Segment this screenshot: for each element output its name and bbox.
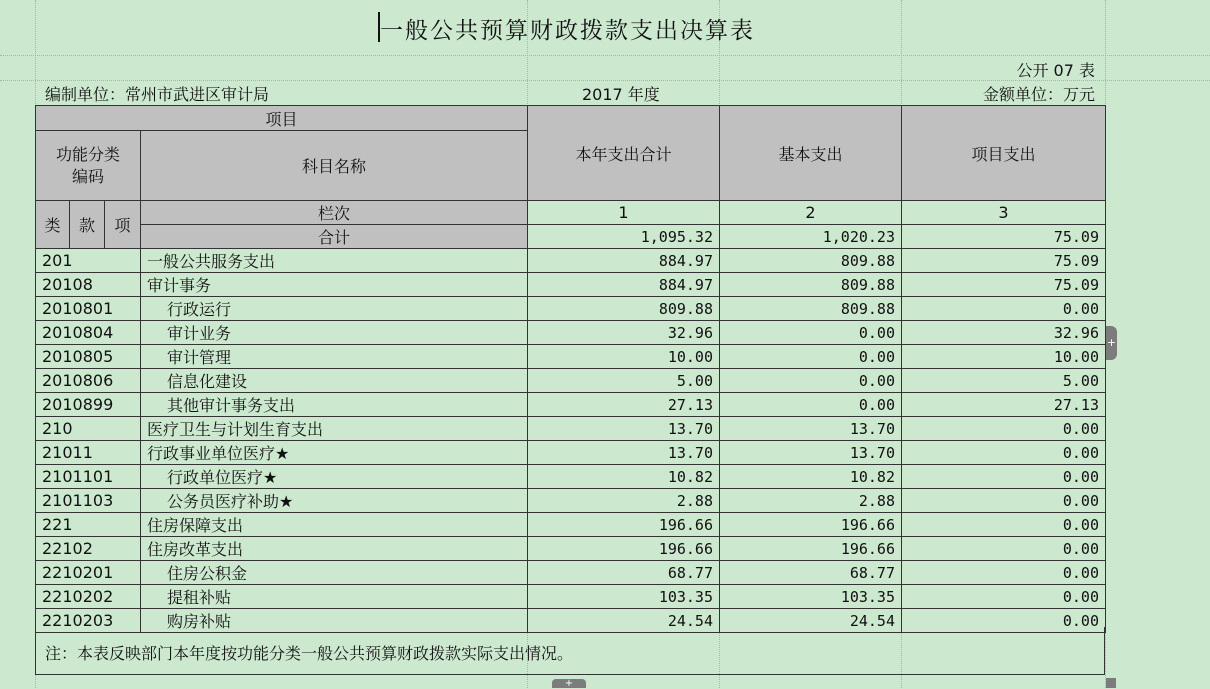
unit-organization: 编制单位：常州市武进区审计局 [45,85,270,104]
row-value-3: 27.13 [902,393,1106,417]
total-value-1: 1,095.32 [528,225,720,249]
money-unit: 金额单位：万元 [982,85,1095,104]
row-value-2: 2.88 [720,489,902,513]
row-name: 住房保障支出 [141,513,528,537]
row-name: 住房公积金 [141,561,528,585]
total-value-2: 1,020.23 [720,225,902,249]
row-value-3: 0.00 [902,489,1106,513]
resize-handle[interactable] [1106,678,1116,688]
table-row [36,561,1106,585]
row-name: 审计业务 [141,321,528,345]
expand-bottom-button[interactable]: + [552,679,586,688]
row-value-3: 0.00 [902,417,1106,441]
row-name: 提租补贴 [141,585,528,609]
fiscal-year: 2017 年度 [582,85,660,104]
row-value-1: 884.97 [528,273,720,297]
row-value-1: 24.54 [528,609,720,633]
total-value-3: 75.09 [902,225,1106,249]
row-value-3: 10.00 [902,345,1106,369]
row-value-3: 0.00 [902,609,1106,633]
row-name: 行政运行 [141,297,528,321]
row-value-2: 0.00 [720,369,902,393]
row-name: 审计管理 [141,345,528,369]
row-code: 2101101 [36,465,141,489]
table-note: 注：本表反映部门本年度按功能分类一般公共预算财政拨款实际支出情况。 [35,627,1105,675]
table-row [36,465,1106,489]
table-row [36,417,1106,441]
table-row [36,537,1106,561]
row-name: 一般公共服务支出 [141,249,528,273]
row-value-1: 13.70 [528,441,720,465]
row-value-3: 0.00 [902,297,1106,321]
row-value-2: 809.88 [720,273,902,297]
row-name: 其他审计事务支出 [141,393,528,417]
row-code: 2010806 [36,369,141,393]
row-name: 行政单位医疗★ [141,465,528,489]
row-value-2: 0.00 [720,321,902,345]
row-value-1: 5.00 [528,369,720,393]
row-value-3: 0.00 [902,465,1106,489]
table-row [36,489,1106,513]
header-item: 项目 [36,106,528,131]
row-code: 20108 [36,273,141,297]
row-value-2: 13.70 [720,441,902,465]
row-code: 221 [36,513,141,537]
row-value-1: 10.82 [528,465,720,489]
table-number: 公开 07 表 [1016,61,1095,80]
header-lanci: 栏次 [141,201,528,225]
budget-table [35,105,1106,633]
row-value-1: 13.70 [528,417,720,441]
column-number-1: 1 [528,201,720,225]
table-row [36,513,1106,537]
row-value-2: 68.77 [720,561,902,585]
row-value-1: 196.66 [528,513,720,537]
row-value-2: 10.82 [720,465,902,489]
header-subject-name: 科目名称 [141,131,528,201]
row-value-2: 809.88 [720,249,902,273]
row-value-1: 10.00 [528,345,720,369]
row-value-3: 0.00 [902,513,1106,537]
table-row [36,369,1106,393]
header-project-expense: 项目支出 [902,106,1106,201]
row-value-3: 5.00 [902,369,1106,393]
row-value-2: 13.70 [720,417,902,441]
row-value-3: 0.00 [902,585,1106,609]
header-function-code: 功能分类 编码 [36,131,141,201]
sheet-gridline [0,55,1210,56]
expand-right-button[interactable]: + [1106,326,1117,360]
row-value-2: 24.54 [720,609,902,633]
total-label: 合计 [141,225,528,249]
row-code: 201 [36,249,141,273]
row-value-2: 103.35 [720,585,902,609]
row-code: 210 [36,417,141,441]
row-value-1: 68.77 [528,561,720,585]
header-kuan: 款 [70,201,105,249]
row-code: 2101103 [36,489,141,513]
table-row [36,321,1106,345]
row-code: 2010804 [36,321,141,345]
row-value-3: 0.00 [902,441,1106,465]
row-value-3: 32.96 [902,321,1106,345]
row-value-2: 0.00 [720,393,902,417]
row-name: 行政事业单位医疗★ [141,441,528,465]
row-name: 审计事务 [141,273,528,297]
header-total-expense: 本年支出合计 [528,106,720,201]
table-row [36,249,1106,273]
row-value-1: 32.96 [528,321,720,345]
row-code: 22102 [36,537,141,561]
header-lei: 类 [36,201,70,249]
table-row [36,585,1106,609]
row-code: 2210203 [36,609,141,633]
row-code: 2210202 [36,585,141,609]
table-row [36,345,1106,369]
row-name: 信息化建设 [141,369,528,393]
row-name: 购房补贴 [141,609,528,633]
row-value-3: 0.00 [902,561,1106,585]
row-value-1: 27.13 [528,393,720,417]
row-value-3: 0.00 [902,537,1106,561]
row-value-2: 0.00 [720,345,902,369]
column-number-3: 3 [902,201,1106,225]
table-row [36,393,1106,417]
row-name: 公务员医疗补助★ [141,489,528,513]
total-row [36,225,1106,249]
row-code: 2210201 [36,561,141,585]
row-value-1: 884.97 [528,249,720,273]
table-row [36,441,1106,465]
row-value-1: 2.88 [528,489,720,513]
header-basic-expense: 基本支出 [720,106,902,201]
row-code: 2010805 [36,345,141,369]
column-number-2: 2 [720,201,902,225]
row-value-2: 196.66 [720,537,902,561]
table-row [36,297,1106,321]
row-name: 住房改革支出 [141,537,528,561]
row-value-3: 75.09 [902,273,1106,297]
row-value-1: 809.88 [528,297,720,321]
row-code: 2010801 [36,297,141,321]
row-value-1: 103.35 [528,585,720,609]
row-code: 2010899 [36,393,141,417]
row-value-2: 809.88 [720,297,902,321]
table-row [36,273,1106,297]
header-xiang: 项 [105,201,141,249]
row-value-3: 75.09 [902,249,1106,273]
row-value-2: 196.66 [720,513,902,537]
row-code: 21011 [36,441,141,465]
page-title: 一般公共预算财政拨款支出决算表 [380,18,755,44]
row-name: 医疗卫生与计划生育支出 [141,417,528,441]
row-value-1: 196.66 [528,537,720,561]
